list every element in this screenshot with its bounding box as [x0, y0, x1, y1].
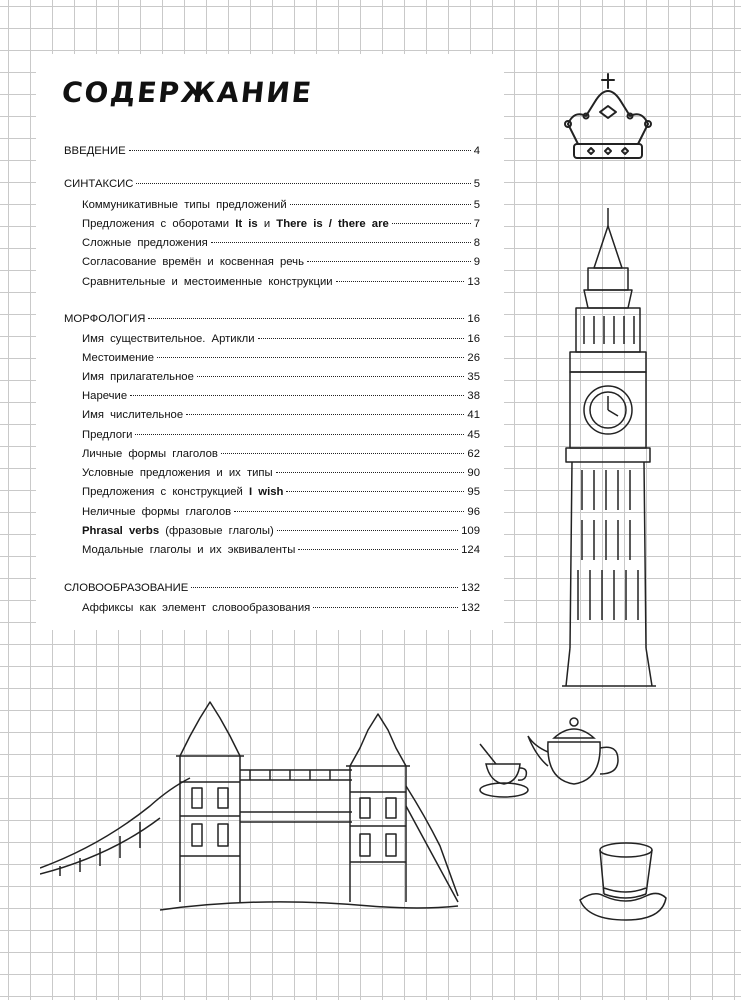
- toc-item[interactable]: [36, 388, 504, 404]
- toc-page: 7: [473, 218, 480, 230]
- toc-label: Неличные формы глаголов: [82, 506, 232, 518]
- toc-item[interactable]: [36, 331, 504, 347]
- toc-page: 35: [467, 371, 480, 383]
- dot-leader: [129, 150, 471, 151]
- toc-item[interactable]: [36, 504, 504, 520]
- toc-label: Наречие: [82, 390, 128, 402]
- tower-bridge-illustration: [40, 696, 460, 926]
- dot-leader: [277, 530, 458, 531]
- toc-section-morphology[interactable]: [36, 311, 504, 327]
- toc-page: 95: [467, 486, 480, 498]
- toc-item[interactable]: [36, 197, 504, 213]
- dot-leader: [157, 357, 464, 358]
- toc-item[interactable]: [36, 465, 504, 481]
- toc-item[interactable]: [36, 216, 504, 232]
- toc-section-intro[interactable]: [36, 143, 504, 159]
- toc-page: 26: [467, 352, 480, 364]
- toc-page: 45: [467, 429, 480, 441]
- toc-item[interactable]: [36, 523, 504, 539]
- dot-leader: [276, 472, 465, 473]
- big-ben-illustration: [548, 208, 668, 688]
- toc-page: 132: [461, 602, 480, 614]
- toc-label: Имя прилагательное: [82, 371, 194, 383]
- toc-page: 5: [473, 199, 480, 211]
- toc-label: Модальные глаголы и их эквиваленты: [82, 544, 296, 556]
- dot-leader: [136, 183, 470, 184]
- toc-item[interactable]: [36, 484, 504, 500]
- toc-page: 96: [467, 506, 480, 518]
- dot-leader: [191, 587, 458, 588]
- toc-item[interactable]: [36, 254, 504, 270]
- dot-leader: [290, 204, 471, 205]
- dot-leader: [148, 318, 464, 319]
- toc-page: 38: [467, 390, 480, 402]
- toc-label: Предлоги: [82, 429, 133, 441]
- toc-page: 5: [473, 178, 480, 190]
- toc-item[interactable]: [36, 446, 504, 462]
- dot-leader: [307, 261, 471, 262]
- dot-leader: [197, 376, 465, 377]
- toc-item[interactable]: [36, 542, 504, 558]
- dot-leader: [221, 453, 464, 454]
- toc-item[interactable]: [36, 369, 504, 385]
- toc-label: Согласование времён и косвенная речь: [82, 256, 304, 268]
- toc-label: Имя числительное: [82, 409, 184, 421]
- toc-page: 132: [461, 582, 480, 594]
- toc-page: 41: [467, 409, 480, 421]
- toc-item[interactable]: [36, 427, 504, 443]
- dot-leader: [135, 434, 464, 435]
- toc-page: 124: [461, 544, 480, 556]
- dot-leader: [234, 511, 464, 512]
- toc-label: Phrasal verbs (фразовые глаголы): [82, 525, 274, 537]
- dot-leader: [186, 414, 464, 415]
- teapot-icon: [526, 716, 622, 792]
- toc-label: Аффиксы как элемент словообразования: [82, 602, 311, 614]
- top-hat-icon: [574, 840, 672, 926]
- toc-label: Личные формы глаголов: [82, 448, 218, 460]
- toc-page: 90: [467, 467, 480, 479]
- toc-label: Имя существительное. Артикли: [82, 333, 255, 345]
- toc-label: МОРФОЛОГИЯ: [64, 313, 146, 325]
- toc-page: 16: [467, 333, 480, 345]
- toc-page: 13: [467, 276, 480, 288]
- toc-page: 9: [473, 256, 480, 268]
- toc-label: СИНТАКСИС: [64, 178, 134, 190]
- toc-label: Предложения с оборотами It is и There is / there are: [82, 218, 389, 230]
- toc-item[interactable]: [36, 274, 504, 290]
- toc-item[interactable]: [36, 350, 504, 366]
- toc-page: 109: [461, 525, 480, 537]
- dot-leader: [313, 607, 458, 608]
- toc-label: Коммуникативные типы предложений: [82, 199, 287, 211]
- toc-page: 4: [473, 145, 480, 157]
- crown-icon: [560, 72, 670, 172]
- toc-label: Предложения с конструкцией I wish: [82, 486, 284, 498]
- page-title: СОДЕРЖАНИЕ: [60, 76, 315, 109]
- toc-label: СЛОВООБРАЗОВАНИЕ: [64, 582, 189, 594]
- toc-page: 16: [467, 313, 480, 325]
- table-of-contents: [36, 54, 504, 630]
- dot-leader: [211, 242, 471, 243]
- toc-label: Условные предложения и их типы: [82, 467, 273, 479]
- dot-leader: [298, 549, 458, 550]
- toc-label: Сравнительные и местоименные конструкции: [82, 276, 333, 288]
- dot-leader: [130, 395, 464, 396]
- dot-leader: [336, 281, 465, 282]
- toc-page: 8: [473, 237, 480, 249]
- toc-item[interactable]: [36, 407, 504, 423]
- toc-section-syntax[interactable]: [36, 176, 504, 192]
- toc-item[interactable]: [36, 600, 504, 616]
- toc-label: Местоимение: [82, 352, 154, 364]
- dot-leader: [258, 338, 465, 339]
- toc-label: Сложные предложения: [82, 237, 208, 249]
- toc-page: 62: [467, 448, 480, 460]
- dot-leader: [392, 223, 471, 224]
- toc-label: ВВЕДЕНИЕ: [64, 145, 126, 157]
- toc-item[interactable]: [36, 235, 504, 251]
- dot-leader: [286, 491, 464, 492]
- toc-section-wordformation[interactable]: [36, 580, 504, 596]
